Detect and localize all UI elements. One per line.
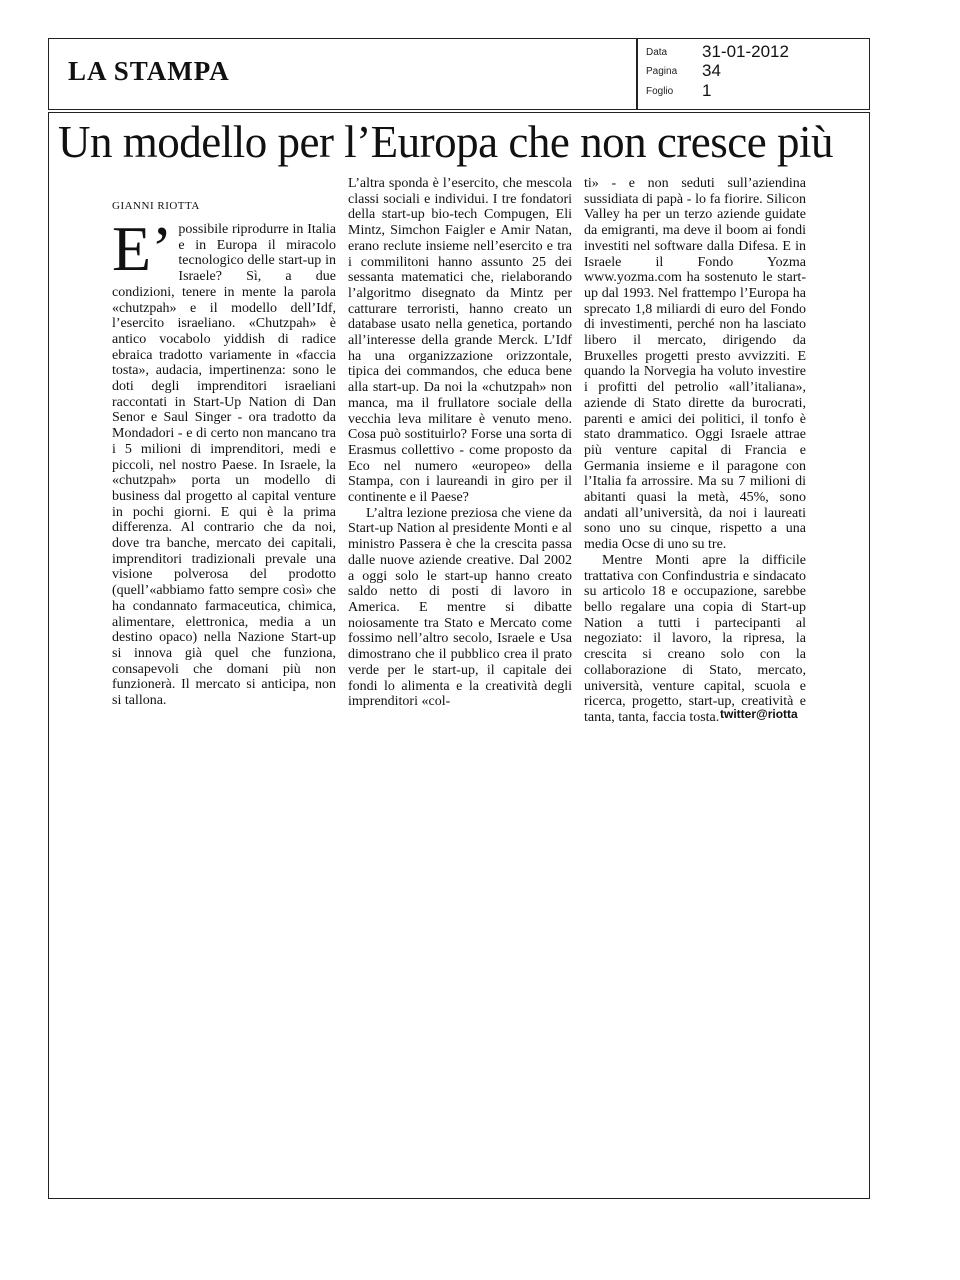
paragraph: possibile riprodurre in Italia e in Europa il miracolo tecnologico delle start-up in Israele? Sì, a due condizioni, tenere in mente la parola «chutzpah» e il modello dell’Idf, l’esercito israeliano. «Chutzpah» è antico vocabolo yiddish di radice ebraica tradotto variamente in «faccia tosta», audacia, impertinenza: sono le doti degli imprenditori israeliani raccontati in Start-Up Nation di Dan Senor e Saul Singer - ora tradotto da Mondadori - e di certo non mancano tra i 5 milioni di imprenditori, medi e piccoli, nel nostro Paese. In Israele, la «chutzpah» porta un modello di business dal progetto al capital venture in pochi giorni. E qui è la prima differenza. Al contrario che da noi, dove tra banche, mercato dei capitali, imprenditori tradizionali prevale una visione polverosa del prodotto (quell’«abbiamo fatto sempre così» che ha condannato farmaceutica, chimica, alimentare, elettronica, media a un destino opaco) nella Nazione Start-up si innova già quel che funziona, consapevoli che domani più non funzionerà. Il mercato si anticipa, non si tallona. <box>112 222 336 709</box>
article-column-1 <box>112 213 336 709</box>
article-column-2 <box>348 176 572 710</box>
page-label: Pagina <box>646 66 678 77</box>
dropcap: E’ <box>112 213 173 284</box>
header-divider <box>636 38 638 110</box>
headline: Un modello per l’Europa che non cresce più <box>58 117 833 167</box>
article-column-3 <box>584 176 806 726</box>
paragraph: L’altra lezione preziosa che viene da Start-up Nation al presidente Monti e al ministro Passera è che la crescita passa dalle nuove aziende creative. Dal 2002 a oggi solo le start-up hanno creato saldo netto di posti di lavoro in America. E mentre si dibatte noiosamente tra Stato e Mercato come fossimo nell’altro secolo, Israele e Usa dimostrano che il pubblico crea il prato verde per le start-up, il capitale dei fondi lo alimenta e la creatività degli imprenditori «col- <box>348 505 572 710</box>
date-label: Data <box>646 47 668 58</box>
paragraph: Mentre Monti apre la difficile trattativa con Confindustria e sindacato su articolo 18 e occupazione, sarebbe bello regalare una copia di Start-up Nation a tutti i partecipanti al negoziato: il lavoro, la ripresa, la crescita si creano solo con la collaborazione di Stato, mercato, università, venture capital, scuola e ricerca, progetto, start-up, creatività e tanta, tanta, faccia tosta. <box>584 552 806 725</box>
paragraph: ti» - e non seduti sull’aziendina sussidiata di papà - lo fa fiorire. Silicon Valley ha per un terzo aziende guidate da emigranti, ma deve il boom ai fondi investiti nel software dalla Difesa. E in Israele il Fondo Yozma www.yozma.com ha sostenuto le start-up dal 1993. Nel frattempo l’Europa ha sprecato 1,8 miliardi di euro del Fondo di investimenti, perché non ha lasciato libero il mercato, dirigendo da Bruxelles progetti presto avvizziti. E quando la Norvegia ha voluto investire i profitti del petrolio «all’italiana», aziende di Stato dirette da burocrati, parenti e amici dei politici, il tonfo è stato drammatico. Oggi Israele attrae più venture capital di Francia e Germania insieme e il paragone con l’Italia fa arrossire. Ma su 7 milioni di abitanti quasi la metà, 45%, sono andati all’università, da noi i laureati sono uno su cinque, rispetto a una media Ocse di uno su tre. <box>584 176 806 553</box>
twitter-handle: twitter@riotta <box>720 707 798 721</box>
page-value: 34 <box>702 61 721 80</box>
byline: GIANNI RIOTTA <box>112 200 200 212</box>
date-value: 31-01-2012 <box>702 42 789 61</box>
sheet-label: Foglio <box>646 86 674 97</box>
masthead: LA STAMPA <box>68 56 230 86</box>
sheet-value: 1 <box>702 81 712 100</box>
paragraph: L’altra sponda è l’esercito, che mescola classi sociali e individui. I tre fondatori della start-up bio-tech Compugen, Eli Mintz, Simchon Faigler e Amir Natan, erano reclute insieme nell’esercito e tra i commilitoni hanno assunto 25 dei sessanta matematici che, rielaborando l’algoritmo disegnato da Mintz per catturare terroristi, hanno creato un database usato nella genetica, portando all’interesse della grande Merck. L’Idf ha una organizzazione orizzontale, tipica dei commandos, che educa bene alla start-up. Da noi la «chutzpah» non manca, ma il frullatore sociale della vecchia leva militare è venuto meno. Cosa può sostituirlo? Forse una sorta di Erasmus collettivo - come proposto da Eco nel numero «europeo» della Stampa, con i laureandi in giro per il continente e il Paese? <box>348 176 572 506</box>
